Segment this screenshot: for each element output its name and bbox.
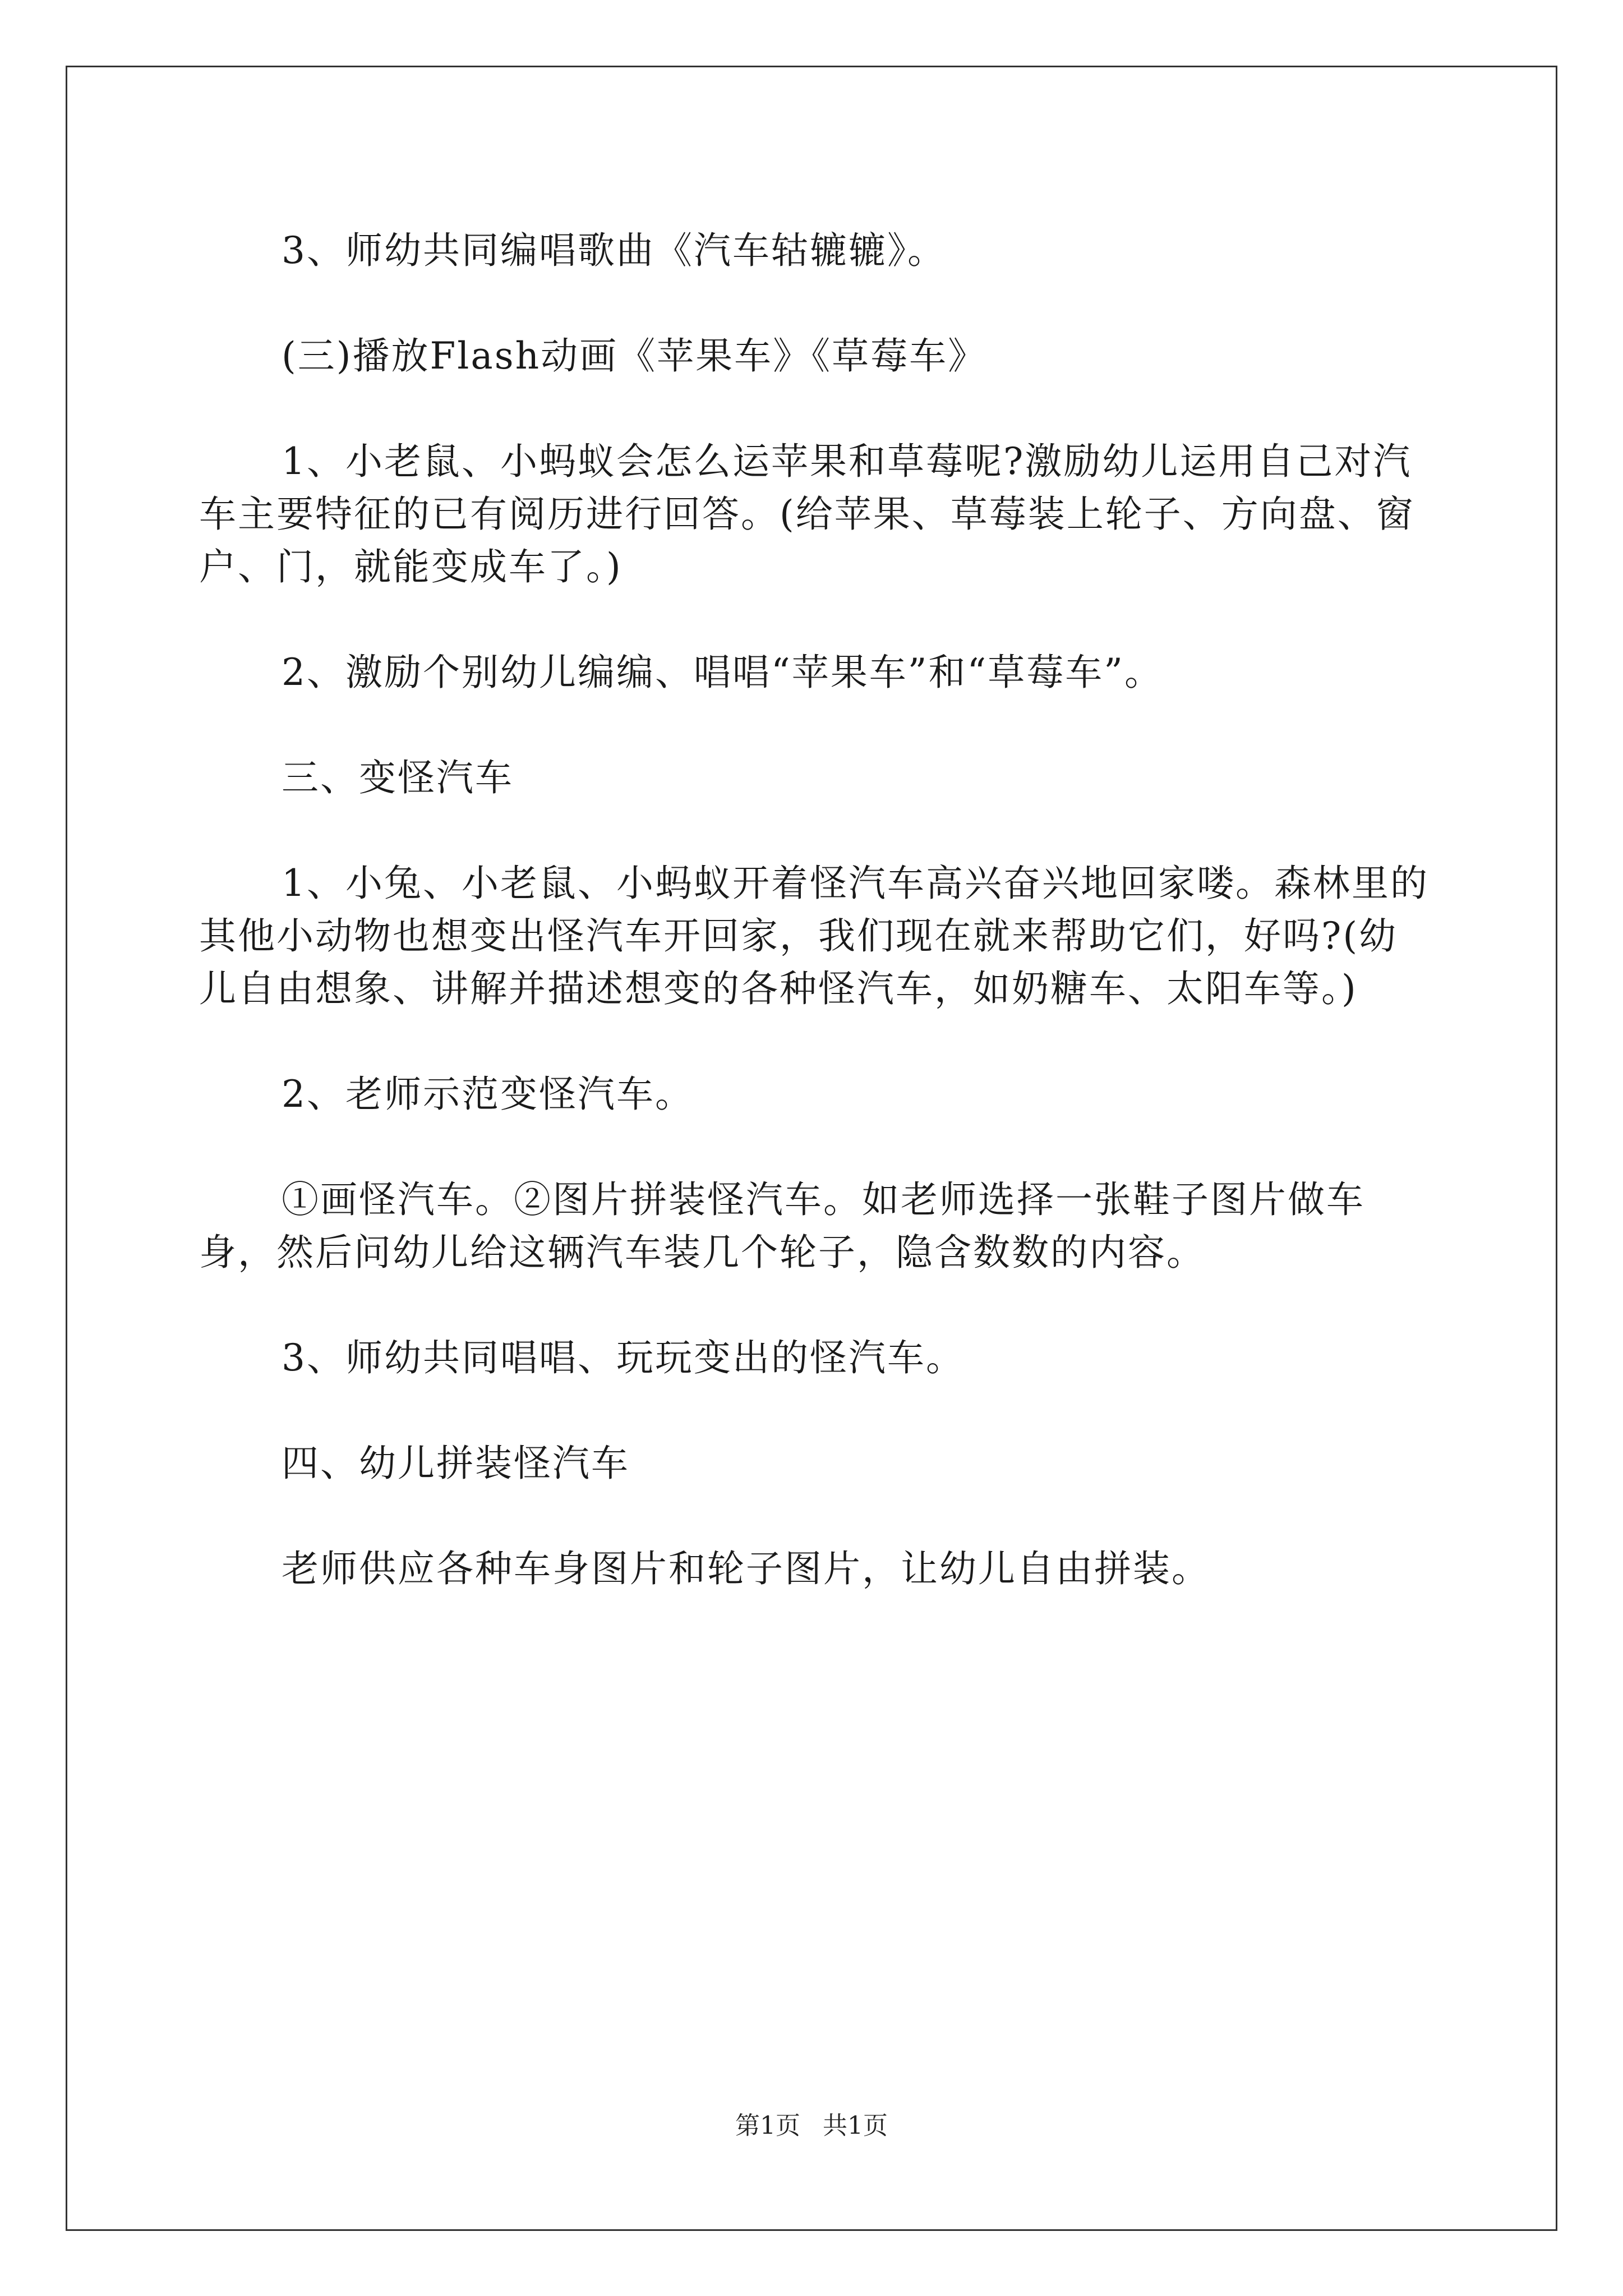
section-heading: 三、变怪汽车 (282, 756, 514, 799)
paragraph: 3、师幼共同编唱歌曲《汽车轱辘辘》。 (282, 229, 946, 272)
paragraph: 2、老师示范变怪汽车。 (282, 1073, 694, 1116)
section-heading: 四、幼儿拼装怪汽车 (282, 1442, 630, 1485)
paragraph: 2、激励个别幼儿编编、唱唱“苹果车”和“草莓车”。 (282, 651, 1163, 694)
document-body (199, 224, 1433, 1648)
paragraph: 3、师幼共同唱唱、玩玩变出的怪汽车。 (282, 1336, 965, 1379)
paragraph: 老师供应各种车身图片和轮子图片，让幼儿自由拼装。 (282, 1547, 1210, 1590)
paragraph: 1、小兔、小老鼠、小蚂蚁开着怪汽车高兴奋兴地回家喽。森林里的其他小动物也想变出怪汽车开回家，我们现在就来帮助它们，好吗?(幼儿自由想象、讲解并描述想变的各种怪汽车，如奶糖车、太阳车等。) (199, 862, 1429, 1010)
paragraph: ①画怪汽车。②图片拼装怪汽车。如老师选择一张鞋子图片做车身，然后问幼儿给这辆汽车装几个轮子，隐含数数的内容。 (199, 1178, 1365, 1274)
page-footer (0, 2112, 1623, 2140)
paragraph: 1、小老鼠、小蚂蚁会怎么运苹果和草莓呢?激励幼儿运用自己对汽车主要特征的已有阅历进行回答。(给苹果、草莓装上轮子、方向盘、窗户、门，就能变成车了。) (199, 440, 1415, 588)
page-total: 共1页 (823, 2111, 888, 2140)
paragraph: (三)播放Flash动画《苹果车》《草莓车》 (282, 334, 987, 378)
page-number: 第1页 (735, 2111, 800, 2140)
